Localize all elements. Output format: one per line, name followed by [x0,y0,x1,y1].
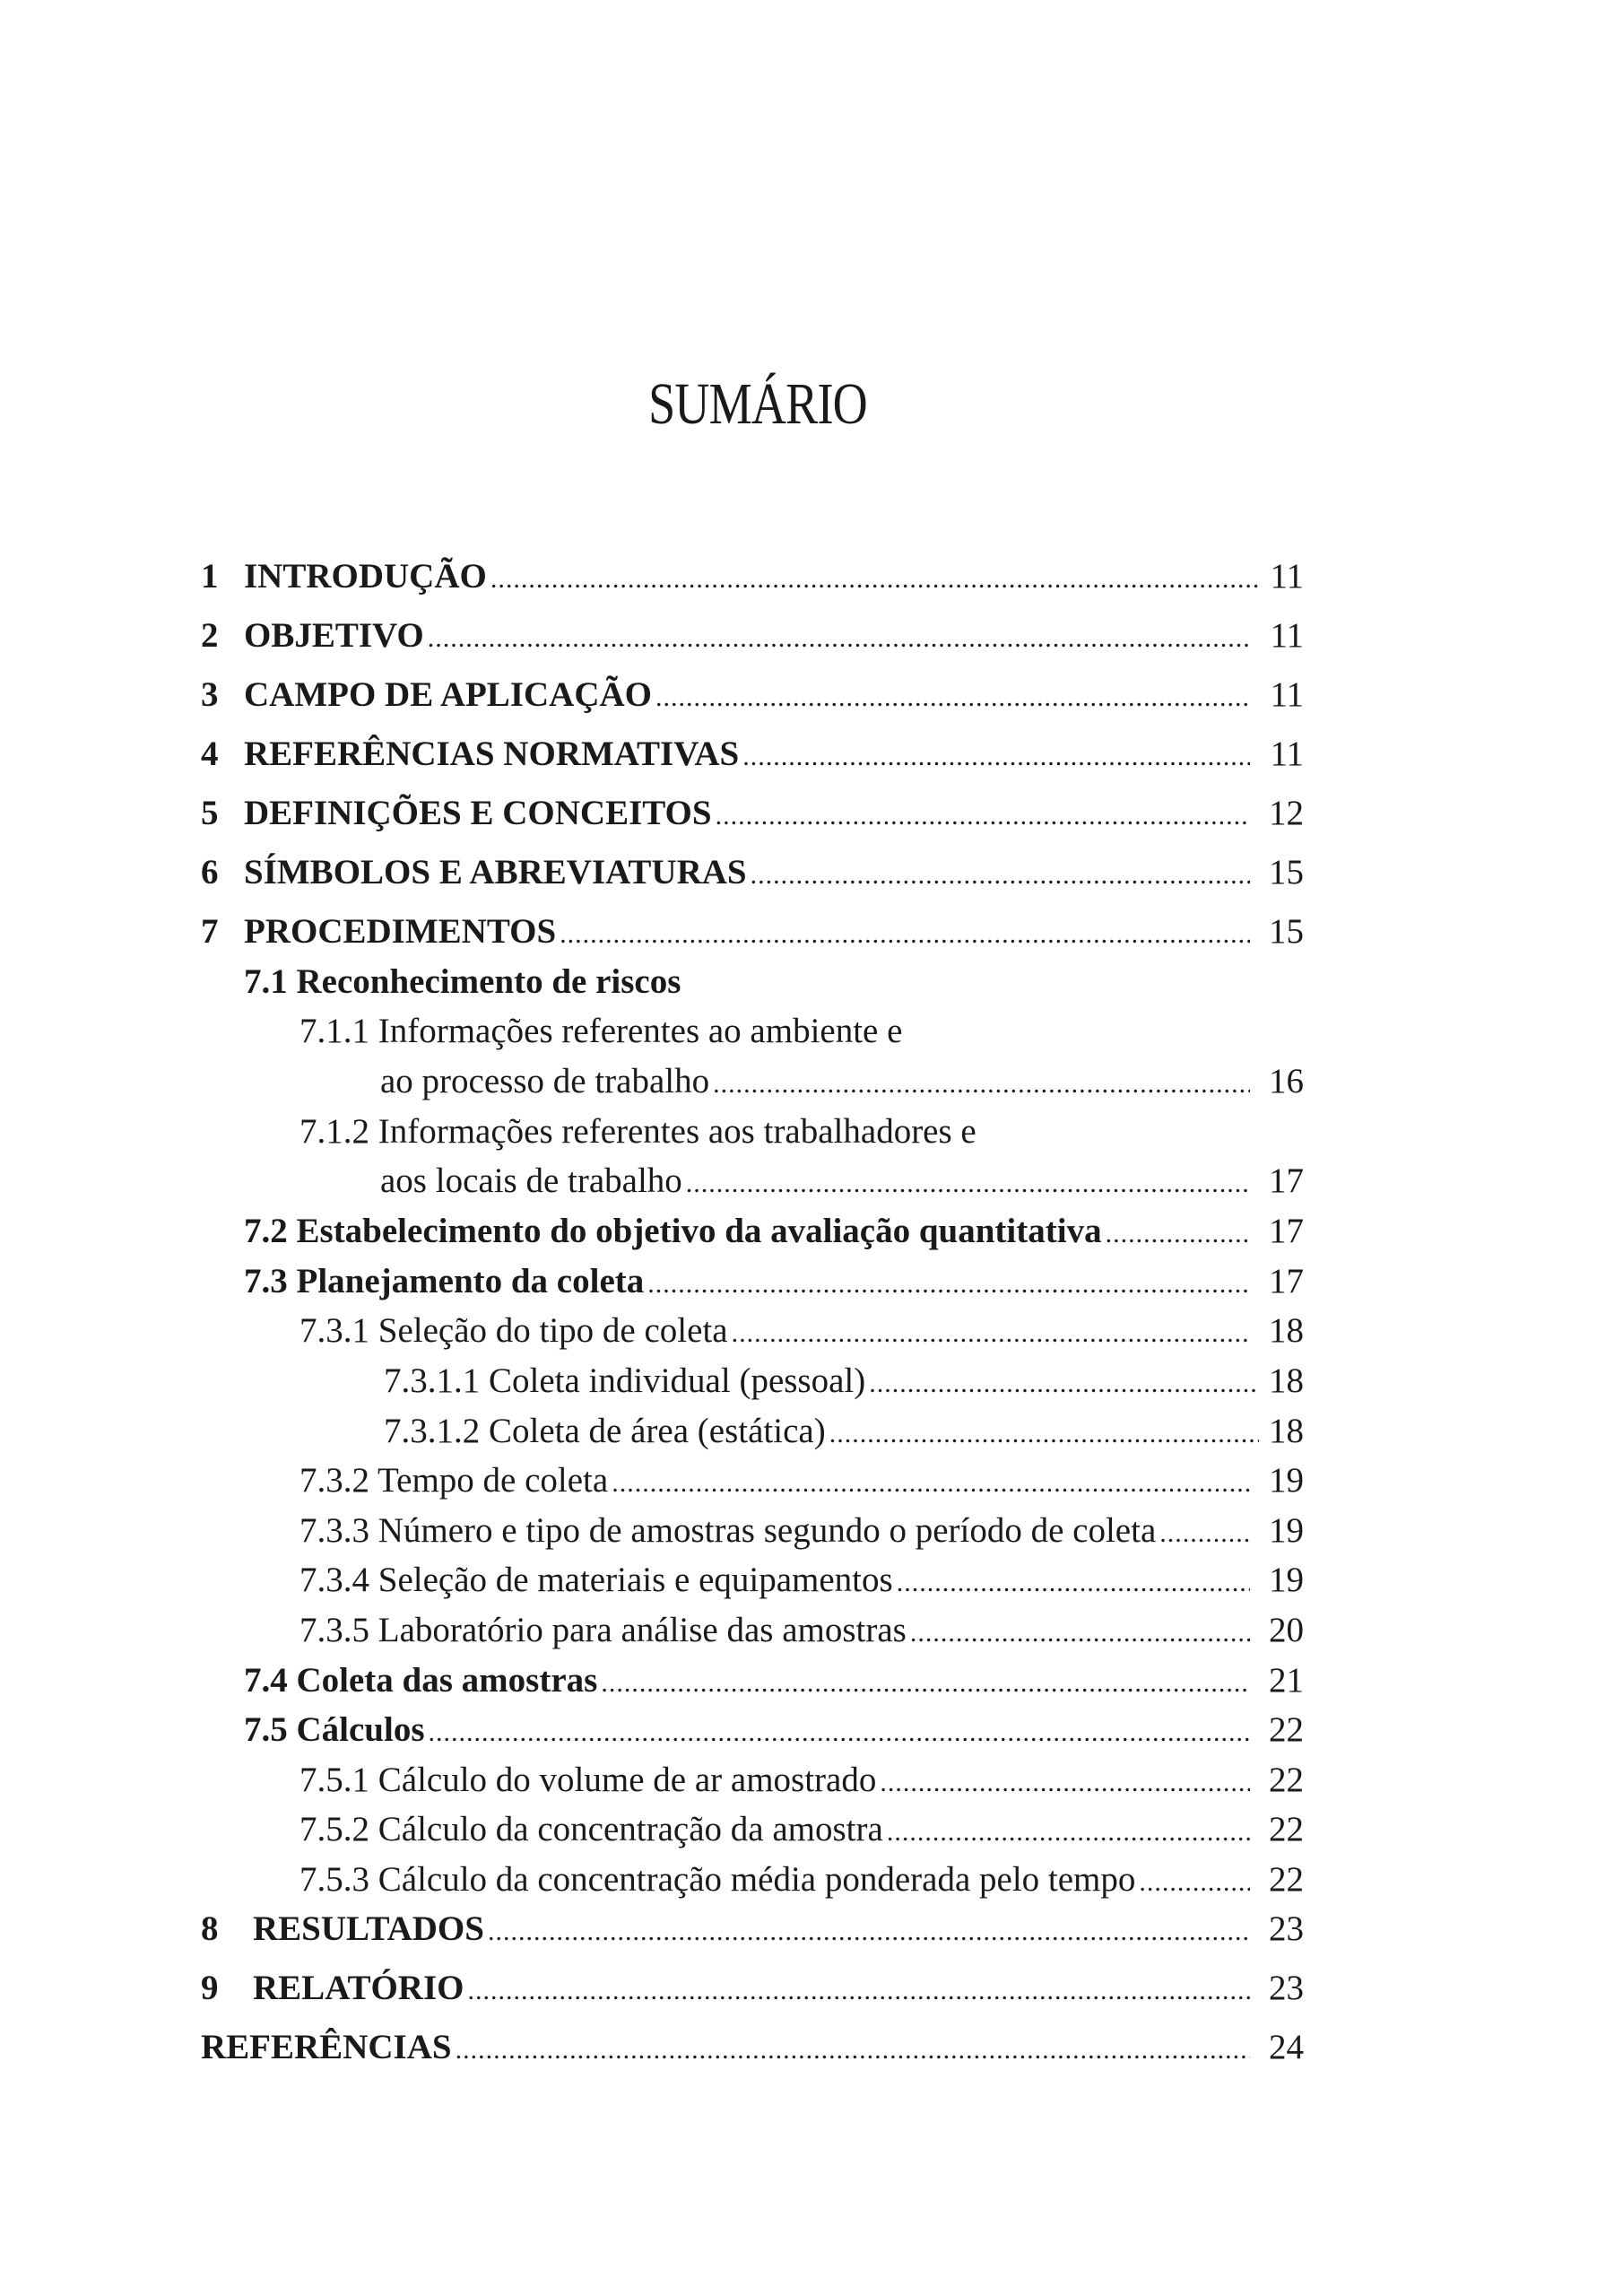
toc-leader-dots [612,1461,1250,1503]
toc-leader-dots [647,1262,1250,1304]
toc-page-number: 11 [1270,735,1304,773]
toc-entry-title[interactable]: 7.5.1 Cálculo do volume de ar amostrado [299,1761,877,1799]
toc-page-number: 23 [1269,1969,1304,2007]
toc-entry-title[interactable]: RELATÓRIO [253,1969,464,2007]
toc-page-number: 15 [1269,853,1304,891]
toc-page-number: 18 [1269,1412,1304,1450]
toc-leader-dots [490,557,1259,599]
toc-leader-dots [1106,1212,1250,1254]
toc-entry-title[interactable]: CAMPO DE APLICAÇÃO [244,675,652,714]
toc-leader-dots [686,1161,1250,1204]
toc-leader-dots [560,912,1250,954]
toc-entry-title[interactable]: 7.3.1.1 Coleta individual (pessoal) [384,1361,866,1400]
toc-entry-title[interactable]: 7.3.4 Seleção de materiais e equipamentos [299,1561,893,1599]
toc-entry-title[interactable]: DEFINIÇÕES E CONCEITOS [244,794,712,832]
toc-entry-number: 8 [201,1909,219,1948]
toc-leader-dots [732,1311,1250,1353]
toc-page-number: 19 [1269,1461,1304,1500]
toc-page-number: 24 [1269,2028,1304,2066]
toc-entry-title[interactable]: REFERÊNCIAS NORMATIVAS [244,735,740,773]
toc-leader-dots [887,1810,1250,1852]
toc-entry-title[interactable]: REFERÊNCIAS [201,2028,452,2066]
toc-entry-title[interactable]: 7.5.3 Cálculo da concentração média ponderada pelo tempo [299,1860,1136,1899]
toc-entry-title[interactable]: 7.3 Planejamento da coleta [244,1262,645,1300]
toc-entry-title[interactable]: 7.1.2 Informações referentes aos trabalhadores e [299,1112,976,1151]
toc-leader-dots [880,1761,1250,1803]
toc-leader-dots [716,794,1250,836]
toc-page-number: 22 [1269,1710,1304,1749]
toc-leader-dots [601,1661,1250,1703]
toc-page-number: 17 [1269,1262,1304,1300]
toc-entry-title[interactable]: 7.5 Cálculos [244,1710,425,1749]
toc-leader-dots [910,1611,1250,1653]
toc-leader-dots [428,616,1250,658]
toc-leader-dots [1159,1511,1250,1553]
toc-page-number: 17 [1269,1161,1304,1200]
toc-page-number: 22 [1269,1860,1304,1899]
toc-page-number: 21 [1269,1661,1304,1700]
toc-entry-title[interactable]: 7.1.1 Informações referentes ao ambiente e [299,1012,903,1050]
toc-page-number: 22 [1269,1761,1304,1799]
toc-page-number: 11 [1270,616,1304,655]
toc-entry-title[interactable]: PROCEDIMENTOS [244,912,557,951]
toc-leader-dots [713,1062,1250,1104]
toc-page-number: 19 [1269,1561,1304,1599]
toc-entry-number: 1 [201,557,219,596]
toc-leader-dots [429,1710,1250,1752]
toc-page-number: 11 [1270,675,1304,714]
toc-page-number: 16 [1269,1062,1304,1100]
toc-leader-dots [829,1412,1259,1454]
toc-page-number: 22 [1269,1810,1304,1848]
toc-entry-title[interactable]: 7.1 Reconhecimento de riscos [244,962,681,1001]
toc-entry-title[interactable]: 7.3.3 Número e tipo de amostras segundo o período de coleta [299,1511,1157,1550]
toc-page-number: 23 [1269,1909,1304,1948]
toc-entry-title[interactable]: 7.5.2 Cálculo da concentração da amostra [299,1810,883,1848]
toc-page-number: 20 [1269,1611,1304,1649]
page-title: SUMÁRIO [648,371,867,437]
toc-entry-title[interactable]: aos locais de trabalho [380,1161,682,1200]
toc-entry-number: 9 [201,1969,219,2007]
toc-entry-title[interactable]: 7.3.2 Tempo de coleta [299,1461,609,1500]
toc-entry-number: 5 [201,794,219,832]
toc-entry-number: 3 [201,675,219,714]
toc-entry-title[interactable]: ao processo de trabalho [380,1062,710,1100]
toc-entry-number: 6 [201,853,219,891]
toc-leader-dots [655,675,1250,718]
toc-leader-dots [751,853,1250,895]
toc-page-number: 15 [1269,912,1304,951]
toc-leader-dots [456,2028,1250,2070]
toc-entry-number: 7 [201,912,219,951]
table-of-contents [0,554,1597,2169]
toc-leader-dots [488,1909,1250,1952]
toc-entry-title[interactable]: 7.2 Estabelecimento do objetivo da avaliação quantitativa [244,1212,1102,1250]
toc-entry-number: 2 [201,616,219,655]
toc-page-number: 18 [1269,1361,1304,1400]
toc-page-number: 11 [1270,557,1304,596]
toc-leader-dots [468,1969,1251,2011]
toc-page-number: 12 [1269,794,1304,832]
toc-entry-title[interactable]: RESULTADOS [253,1909,484,1948]
toc-entry-title[interactable]: 7.3.1 Seleção do tipo de coleta [299,1311,728,1350]
toc-entry-title[interactable]: 7.4 Coleta das amostras [244,1661,598,1700]
toc-leader-dots [742,735,1250,777]
toc-entry-title[interactable]: INTRODUÇÃO [244,557,487,596]
toc-page-number: 19 [1269,1511,1304,1550]
toc-leader-dots [869,1361,1259,1404]
toc-entry-title[interactable]: 7.3.1.2 Coleta de área (estática) [384,1412,826,1450]
toc-entry-number: 4 [201,735,219,773]
toc-leader-dots [897,1561,1250,1603]
toc-leader-dots [1139,1860,1250,1902]
toc-entry-title[interactable]: SÍMBOLOS E ABREVIATURAS [244,853,747,891]
toc-entry-title[interactable]: 7.3.5 Laboratório para análise das amostras [299,1611,907,1649]
toc-page-number: 18 [1269,1311,1304,1350]
toc-entry-title[interactable]: OBJETIVO [244,616,424,655]
toc-page-number: 17 [1269,1212,1304,1250]
